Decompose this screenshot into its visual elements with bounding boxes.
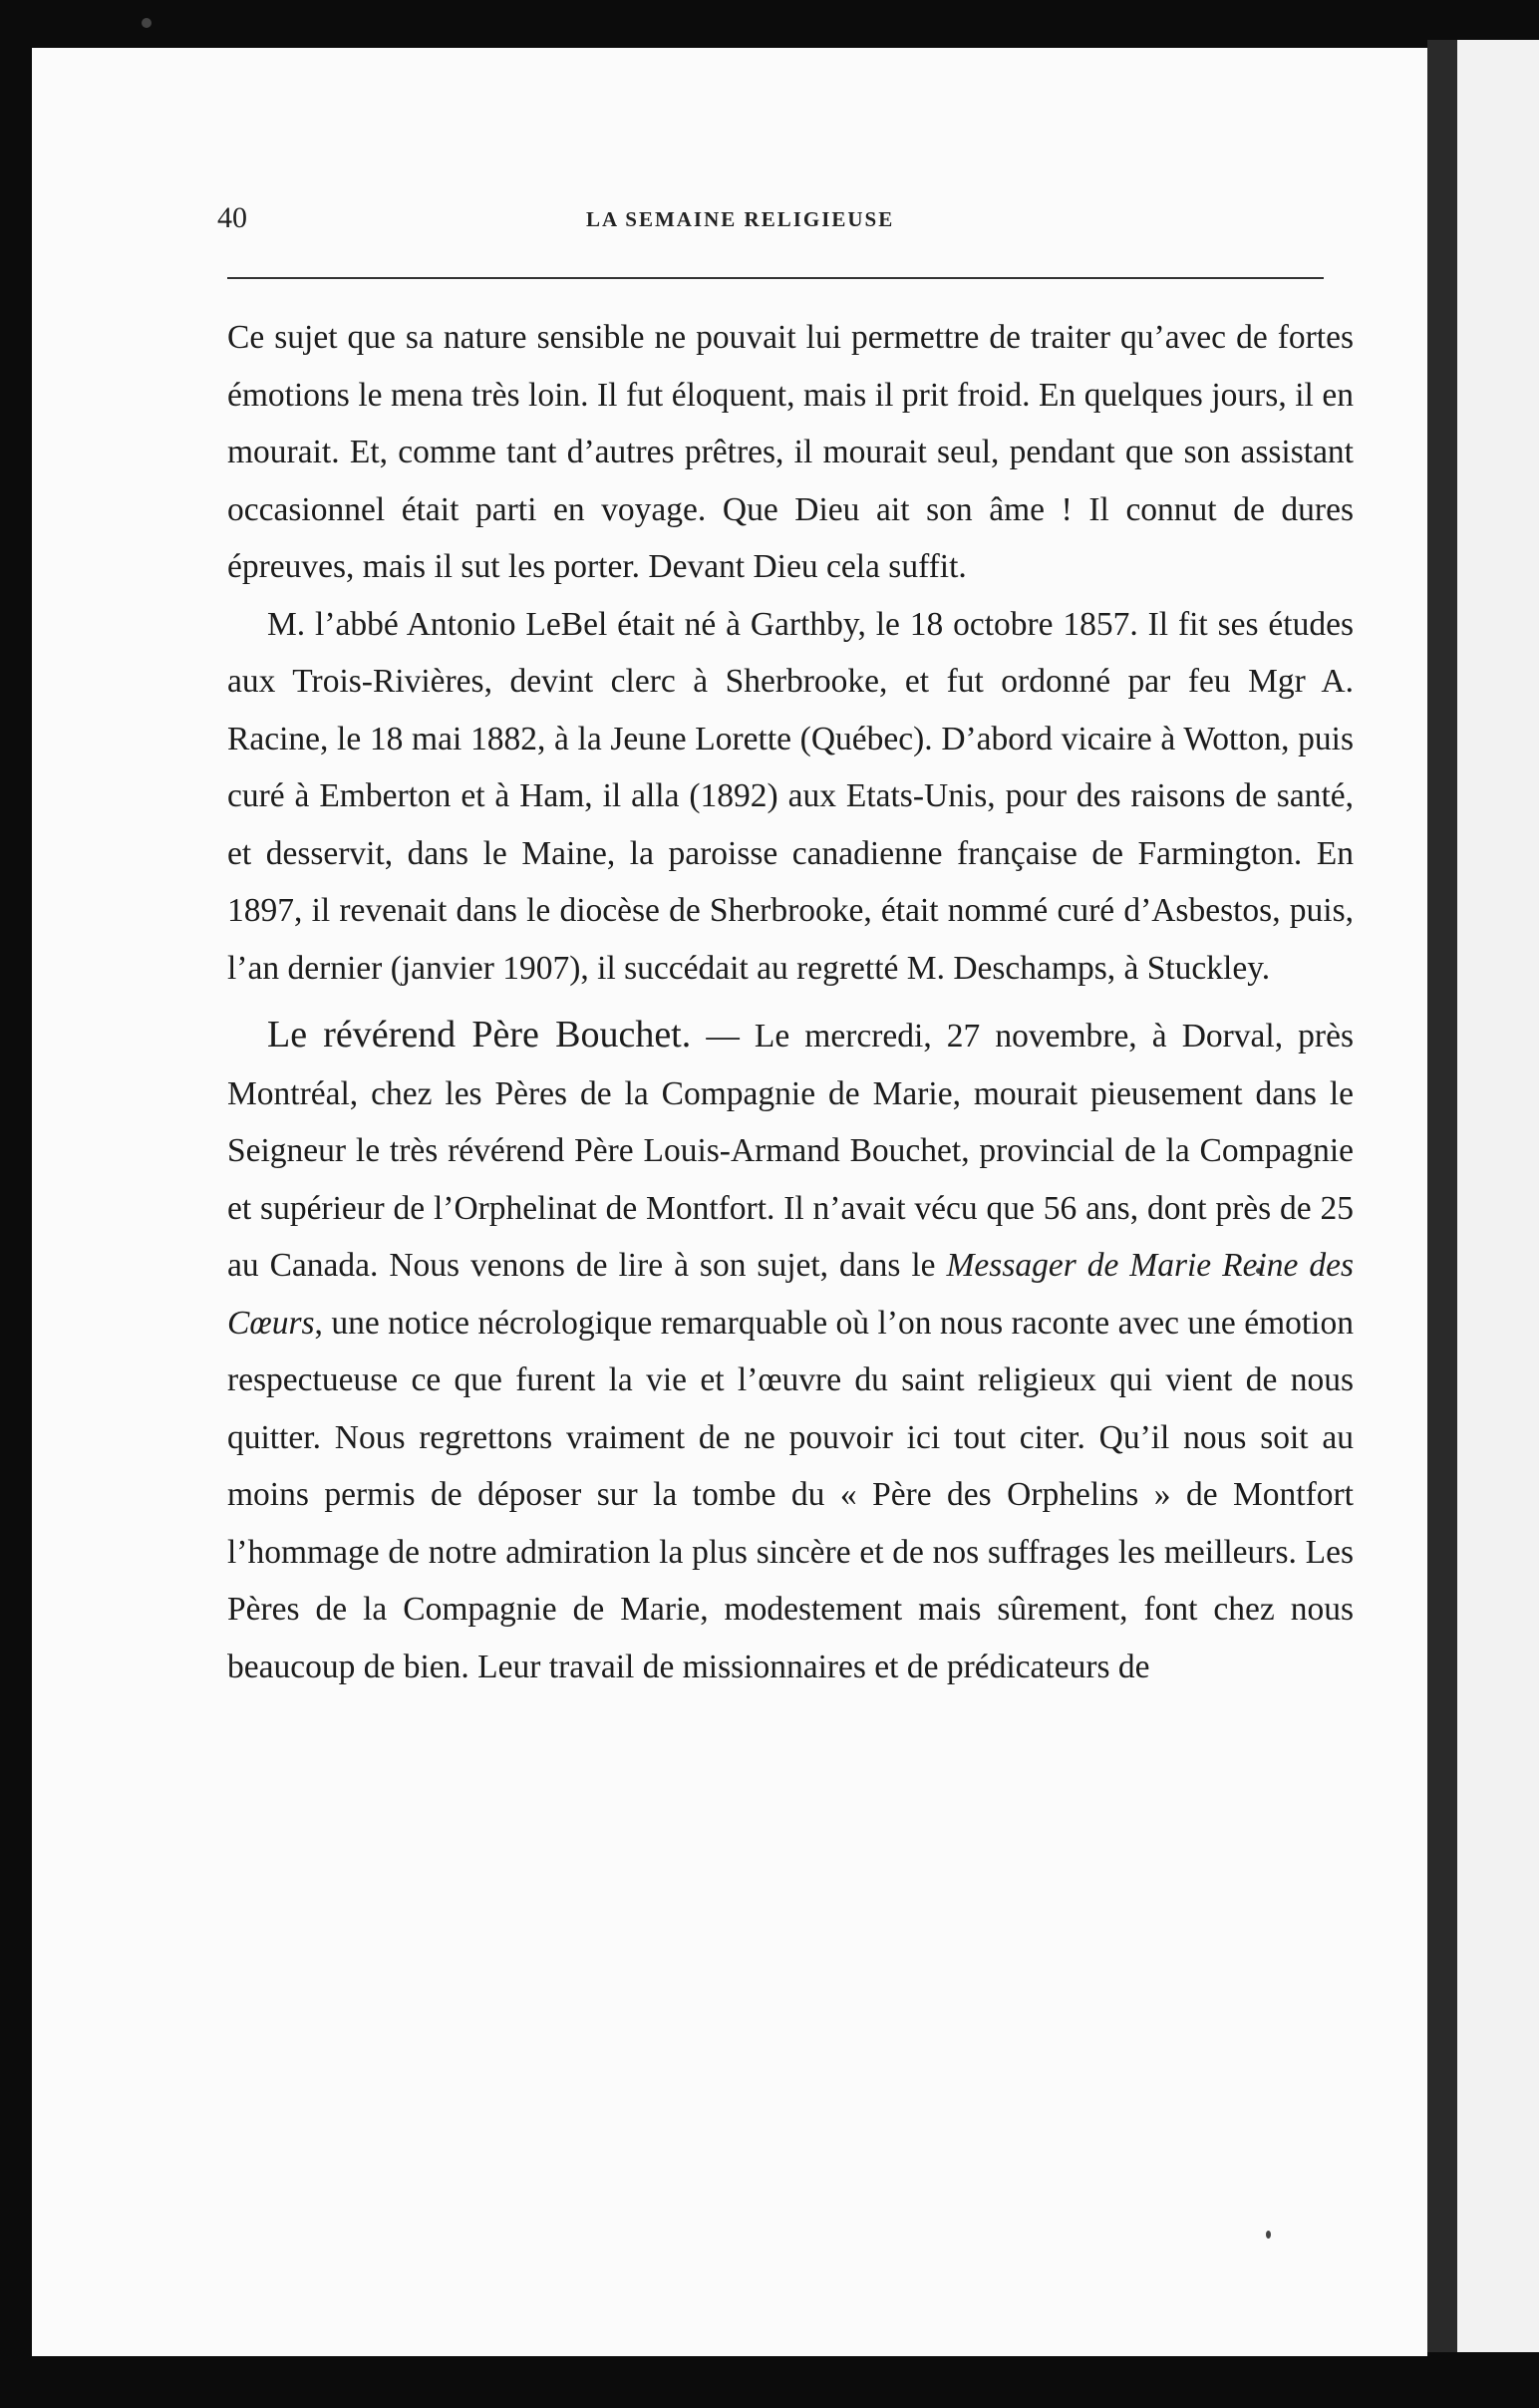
dust-speck — [142, 18, 152, 28]
publication-title: Messager de Marie Reine des Cœurs — [227, 1247, 1355, 1342]
paragraph-3-lead: Le révérend Père Bouchet. — [267, 1014, 692, 1055]
paragraph-2: M. l’abbé Antonio LeBel était né à Garthby, le 18 octobre 1857. Il fit ses études aux Trois-Rivières, devint clerc à Sherbrooke, et fut ordonné par feu Mgr A. Racine, le 18 mai 1882, à la Jeune Lorette (Québec). D’abord vicaire à Wotton, puis curé à Emberton et à Ham, il alla (1892) aux Etats-Unis, pour des raisons de santé, et desservit, dans le Maine, la paroisse canadienne française de Farmington. En 1897, il revenait dans le diocèse de Sherbrooke, était nommé curé d’Asbestos, puis, l’an dernier (janvier 1907), il succédait au regretté M. Deschamps, à Stuckley. — [227, 605, 1354, 987]
paragraph-3 — [227, 1007, 1354, 1695]
dust-speck — [1266, 2231, 1271, 2239]
paragraph-3-text-b: , une notice nécrologique remarquable où l’on nous raconte avec une émotion respectueuse ce que furent la vie et l’œuvre du saint religieux qui vient de nous quitter. Nous regrettons vraiment de ne pouvoir ici tout citer. Qu’il nous soit au moins permis de déposer sur la tombe du « Père des Orphelins » de Montfort l’hommage de notre admiration la plus sincère et de nos suffrages les meilleurs. Les Pères de la Compagnie de Marie, modestement mais sûrement, font chez nous beaucoup de bien. Leur travail de missionnaires et de prédicateurs de — [227, 1304, 1354, 1685]
page-gutter-shadow — [1427, 40, 1457, 2352]
header-rule — [227, 277, 1324, 279]
paragraph-3-text-a: — Le mercredi, 27 novembre, à Dorval, près Montréal, chez les Pères de la Compagnie de Marie, mourait pieusement dans le Seigneur le très révérend Père Louis-Armand Bouchet, provincial de la Compagnie et supérieur de l’Orphelinat de Montfort. Il n’avait vécu que 56 ans, dont près de 25 au Canada. Nous venons de lire à son sujet, dans le — [227, 1018, 1354, 1284]
page-number: 40 — [217, 201, 247, 234]
running-head — [187, 197, 1324, 237]
body-text — [227, 309, 1354, 1695]
paragraph-1: Ce sujet que sa nature sensible ne pouvait lui permettre de traiter qu’avec de fortes émotions le mena très loin. Il fut éloquent, mais il prit froid. En quelques jours, il en mourait. Et, comme tant d’autres prêtres, il mourait seul, pendant que son assistant occasionnel était parti en voyage. Que Dieu ait son âme ! Il connut de dures épreuves, mais il sut les porter. Devant Dieu cela suffit. — [227, 319, 1354, 585]
running-title: LA SEMAINE RELIGIEUSE — [586, 207, 895, 231]
